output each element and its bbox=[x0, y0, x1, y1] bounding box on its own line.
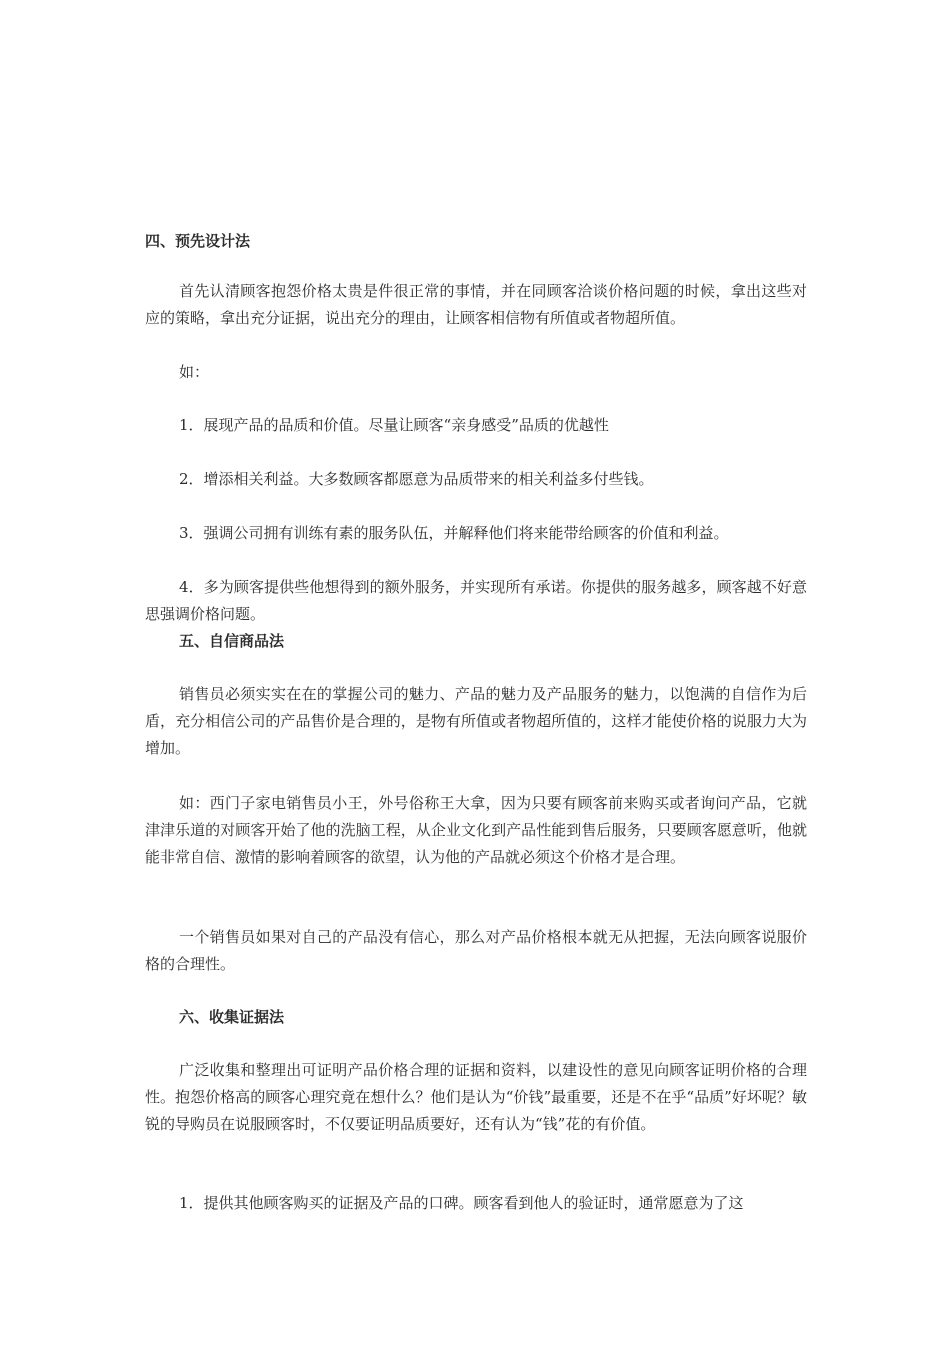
section4-list-item-3: 3．强调公司拥有训练有素的服务队伍，并解释他们将来能带给顾客的价值和利益。 bbox=[179, 524, 729, 542]
section4-list-item-4: 4．多为顾客提供些他想得到的额外服务，并实现所有承诺。你提供的服务越多，顾客越不好意思强调价格问题。 bbox=[145, 578, 807, 623]
section4-example-label: 如： bbox=[179, 363, 210, 381]
section4-list-item-2: 2．增添相关利益。大多数顾客都愿意为品质带来的相关利益多付些钱。 bbox=[179, 470, 654, 488]
section4-list-item-1: 1．展现产品的品质和价值。尽量让顾客“亲身感受”品质的优越性 bbox=[179, 416, 609, 434]
section-heading-6: 六、收集证据法 bbox=[179, 1008, 285, 1026]
section-heading-5: 五、自信商品法 bbox=[179, 632, 285, 650]
section6-list-item-1: 1．提供其他顾客购买的证据及产品的口碑。顾客看到他人的验证时，通常愿意为了这 bbox=[179, 1194, 744, 1212]
section-heading-4: 四、预先设计法 bbox=[145, 232, 251, 250]
section4-intro-paragraph: 首先认清顾客抱怨价格太贵是件很正常的事情，并在同顾客洽谈价格问题的时候，拿出这些对应的策略，拿出充分证据，说出充分的理由，让顾客相信物有所值或者物超所值。 bbox=[145, 282, 807, 327]
section5-paragraph-2: 如：西门子家电销售员小王，外号俗称王大拿，因为只要有顾客前来购买或者询问产品，它就津津乐道的对顾客开始了他的洗脑工程，从企业文化到产品性能到售后服务，只要顾客愿意听，他就能非常自信、激情的影响着顾客的欲望，认为他的产品就必须这个价格才是合理。 bbox=[145, 794, 807, 866]
section5-paragraph-1: 销售员必须实实在在的掌握公司的魅力、产品的魅力及产品服务的魅力，以饱满的自信作为后盾，充分相信公司的产品售价是合理的，是物有所值或者物超所值的，这样才能使价格的说服力大为增加。 bbox=[145, 685, 807, 757]
section5-paragraph-3: 一个销售员如果对自己的产品没有信心，那么对产品价格根本就无从把握，无法向顾客说服价格的合理性。 bbox=[145, 928, 807, 973]
section6-paragraph-1: 广泛收集和整理出可证明产品价格合理的证据和资料，以建设性的意见向顾客证明价格的合理性。抱怨价格高的顾客心理究竟在想什么？他们是认为“价钱”最重要，还是不在乎“品质”好坏呢？敏锐的导购员在说服顾客时，不仅要证明品质要好，还有认为“钱”花的有价值。 bbox=[145, 1061, 807, 1133]
